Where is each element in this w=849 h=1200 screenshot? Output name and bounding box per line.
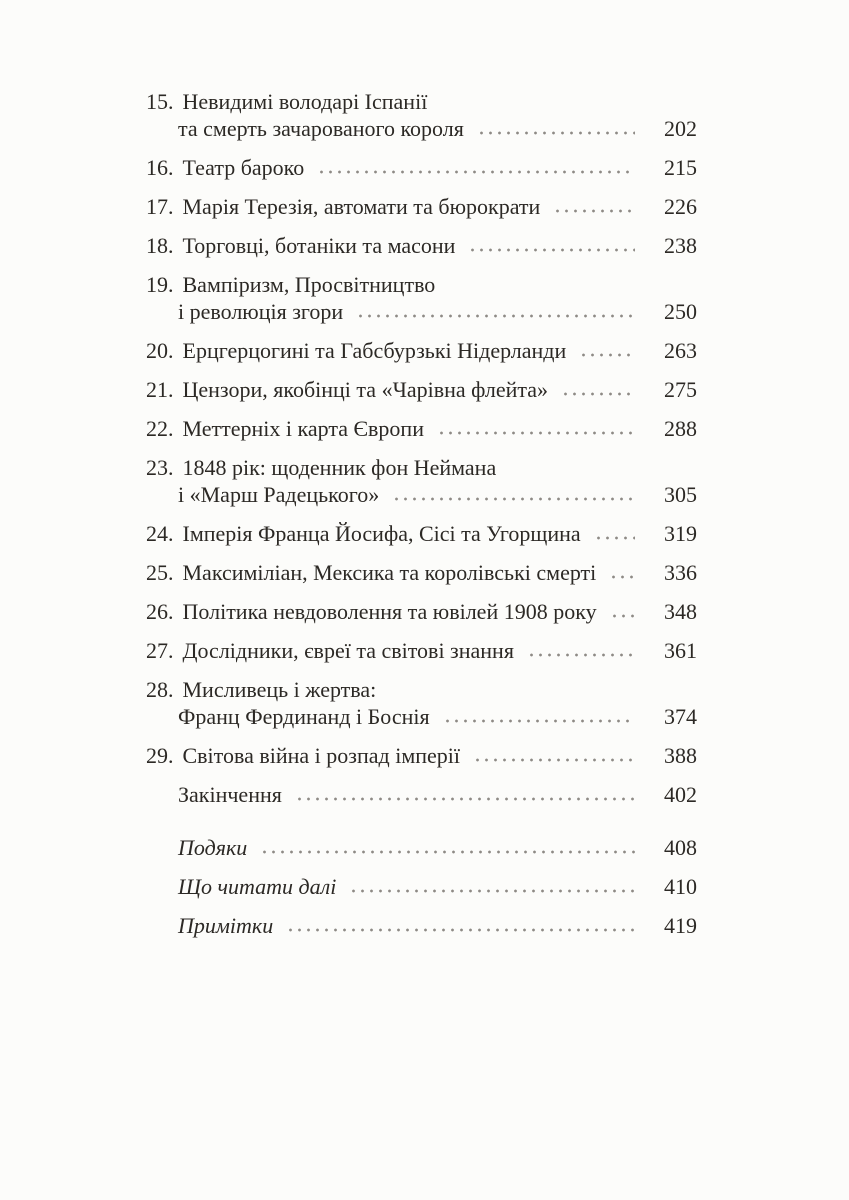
page-number: 275: [664, 377, 697, 402]
page-number: 238: [664, 233, 697, 258]
chapter-title: та смерть зачарованого короля: [178, 116, 464, 141]
toc-entry-line: [146, 88, 697, 115]
page-number: 305: [664, 482, 697, 507]
dot-leader: [525, 637, 635, 664]
toc-entry-line: [146, 271, 697, 298]
toc-entry: [146, 834, 697, 861]
toc-entry-line: [146, 337, 697, 364]
chapter-number: 28.: [146, 677, 174, 702]
page-number: 250: [664, 299, 697, 324]
chapter-title: Цензори, якобінці та «Чарівна флейта»: [182, 377, 549, 402]
dot-leader: [551, 193, 635, 220]
chapter-number: 19.: [146, 272, 174, 297]
toc-entry-line: [146, 454, 697, 481]
dot-leader: [441, 703, 635, 730]
chapter-title: Мисливець і жертва:: [182, 677, 377, 702]
dot-leader: [466, 232, 635, 259]
toc-entry: [146, 598, 697, 625]
toc-entry: [146, 271, 697, 325]
page-number: 348: [664, 599, 697, 624]
toc-entry-line: [146, 834, 697, 861]
toc-entry: [146, 454, 697, 508]
chapter-title: Що читати далі: [178, 874, 337, 899]
dot-leader: [435, 415, 635, 442]
chapter-number: 26.: [146, 599, 174, 624]
toc-entry-line: [146, 232, 697, 259]
chapter-title: Подяки: [178, 835, 248, 860]
toc-back-matter-list: [146, 834, 697, 939]
chapter-title: Дослідники, євреї та світові знання: [182, 638, 514, 663]
chapter-number: 22.: [146, 416, 174, 441]
chapter-title: Ерцгерцогині та Габсбурзькі Нідерланди: [182, 338, 567, 363]
toc-entry: [146, 376, 697, 403]
toc-entry-line: [146, 742, 697, 769]
page-number: 319: [664, 521, 697, 546]
chapter-number: 24.: [146, 521, 174, 546]
dot-leader: [347, 873, 635, 900]
toc-entry-line: [146, 912, 697, 939]
toc-entry-line: [146, 115, 697, 142]
toc-entry: [146, 193, 697, 220]
chapter-title: Франц Фердинанд і Боснія: [178, 704, 430, 729]
toc-entry-line: [146, 703, 697, 730]
toc-entry: [146, 559, 697, 586]
chapter-number: 27.: [146, 638, 174, 663]
toc-entry: [146, 415, 697, 442]
toc-entry: [146, 337, 697, 364]
toc-entry: [146, 520, 697, 547]
toc-entry: [146, 873, 697, 900]
toc-entry: [146, 637, 697, 664]
chapter-title: Максиміліан, Мексика та королівські смерті: [182, 560, 597, 585]
toc-entry: [146, 742, 697, 769]
toc-entry-line: [146, 520, 697, 547]
page-number: 374: [664, 704, 697, 729]
page-number: 336: [664, 560, 697, 585]
toc-entry: [146, 912, 697, 939]
chapter-title: Марія Терезія, автомати та бюрократи: [182, 194, 541, 219]
page-number: 202: [664, 116, 697, 141]
toc-entry-line: [146, 781, 697, 808]
chapter-number: 17.: [146, 194, 174, 219]
chapter-number: 18.: [146, 233, 174, 258]
page-number: 263: [664, 338, 697, 363]
chapter-title: Вампіризм, Просвітництво: [182, 272, 436, 297]
chapter-number: 16.: [146, 155, 174, 180]
toc-entry-line: [146, 415, 697, 442]
toc-entry-line: [146, 676, 697, 703]
toc-entry-line: [146, 154, 697, 181]
page-number: 410: [664, 874, 697, 899]
chapter-title: 1848 рік: щоденник фон Неймана: [182, 455, 497, 480]
page-number: 388: [664, 743, 697, 768]
page-number: 226: [664, 194, 697, 219]
page-number: 419: [664, 913, 697, 938]
chapter-title: Політика невдоволення та ювілей 1908 року: [182, 599, 597, 624]
chapter-number: 23.: [146, 455, 174, 480]
chapter-number: 29.: [146, 743, 174, 768]
chapter-title: Примітки: [178, 913, 274, 938]
chapter-title: Театр бароко: [182, 155, 305, 180]
page-number: 402: [664, 782, 697, 807]
toc-entry-line: [146, 298, 697, 325]
dot-leader: [471, 742, 635, 769]
toc-entry-line: [146, 193, 697, 220]
chapter-title: Світова війна і розпад імперії: [182, 743, 461, 768]
chapter-title: Закінчення: [178, 782, 282, 807]
toc-entry-line: [146, 559, 697, 586]
dot-leader: [559, 376, 635, 403]
dot-leader: [607, 559, 635, 586]
page-number: 215: [664, 155, 697, 180]
page-number: 288: [664, 416, 697, 441]
toc-entry-line: [146, 376, 697, 403]
chapter-number: 25.: [146, 560, 174, 585]
dot-leader: [293, 781, 635, 808]
chapter-title: і «Марш Радецького»: [178, 482, 380, 507]
toc-entry: [146, 88, 697, 142]
chapter-title: і революція згори: [178, 299, 344, 324]
chapter-title: Торговці, ботаніки та масони: [182, 233, 456, 258]
chapter-number: 15.: [146, 89, 174, 114]
dot-leader: [284, 912, 635, 939]
dot-leader: [258, 834, 635, 861]
dot-leader: [608, 598, 635, 625]
chapter-title: Меттерніх і карта Європи: [182, 416, 424, 441]
chapter-number: 20.: [146, 338, 174, 363]
toc-entry-line: [146, 481, 697, 508]
dot-leader: [577, 337, 635, 364]
toc-entry-line: [146, 873, 697, 900]
toc-entry: [146, 232, 697, 259]
page-number: 361: [664, 638, 697, 663]
toc-entry-line: [146, 637, 697, 664]
toc-entry: [146, 781, 697, 808]
dot-leader: [475, 115, 635, 142]
chapter-title: Невидимі володарі Іспанії: [182, 89, 428, 114]
dot-leader: [315, 154, 635, 181]
toc-entry: [146, 154, 697, 181]
chapter-title: Імперія Франца Йосифа, Сісі та Угорщина: [182, 521, 581, 546]
toc-chapter-list: [146, 88, 697, 808]
toc-entry: [146, 676, 697, 730]
page-number: 408: [664, 835, 697, 860]
table-of-contents: [146, 88, 697, 951]
dot-leader: [354, 298, 635, 325]
dot-leader: [592, 520, 635, 547]
chapter-number: 21.: [146, 377, 174, 402]
dot-leader: [390, 481, 635, 508]
toc-entry-line: [146, 598, 697, 625]
